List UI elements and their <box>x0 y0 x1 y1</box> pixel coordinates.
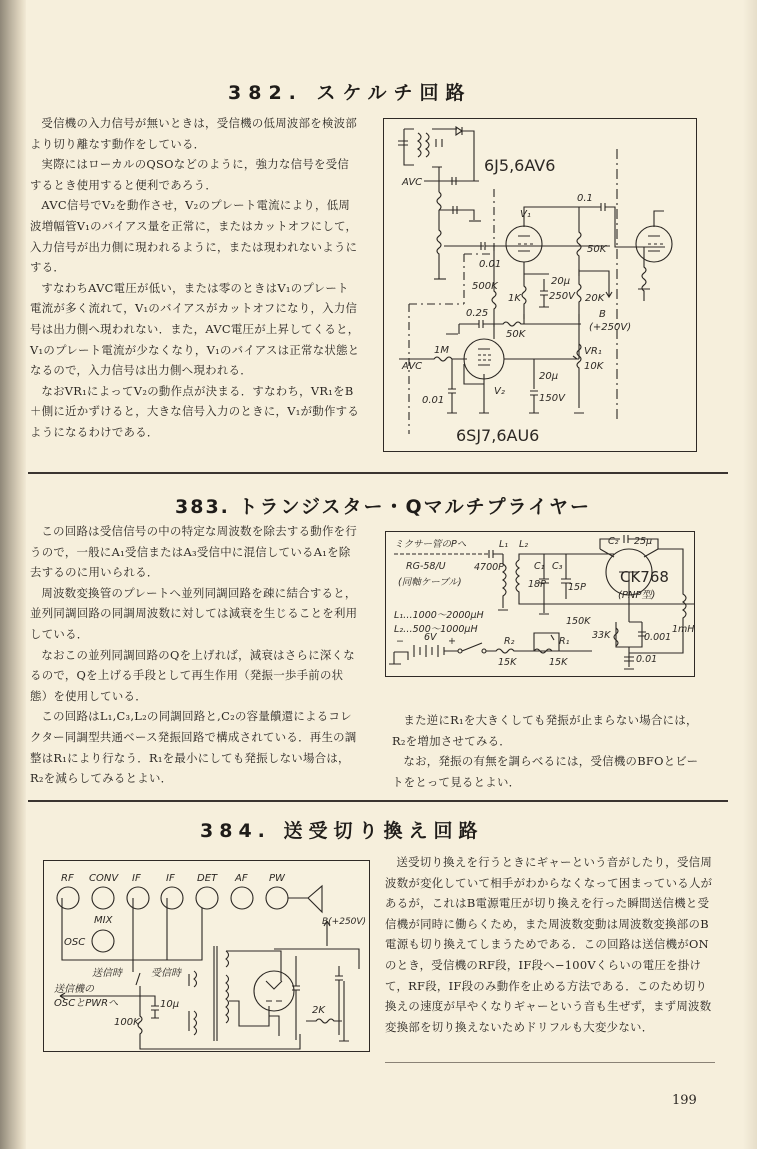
paragraph: すなわちAVC電圧が低い，または零のときはV₁のプレート電流が多く流れて，V₁のバイアスがカットオフになり，入力信号は出力側へ現われない．また，AVC電圧が上昇してくると，V₁のプレート電流が少なくなり，V₁のバイアスは正常な状態となるので，入力信号は出力側へ現われる． <box>30 280 360 378</box>
c3-value: 15P <box>568 582 586 593</box>
b-plus-label: B <box>599 309 606 320</box>
squelch-circuit-figure <box>383 118 697 452</box>
vr1-value: 10K <box>584 361 604 372</box>
section-382-text <box>30 113 360 443</box>
vr1-label: VR₁ <box>584 346 602 357</box>
b-plus-label: B(+250V) <box>322 917 367 927</box>
book-spine-shadow <box>0 0 26 1149</box>
tube-top-label: 6J5,6AV6 <box>484 156 556 175</box>
stage-conv: CONV <box>89 873 119 884</box>
choke-label: 1mH <box>672 624 694 635</box>
r2-value: 15K <box>498 657 517 668</box>
section-divider <box>28 800 728 802</box>
c-avc-label: 0.01 <box>422 395 445 406</box>
l1-range: L₁…1000～2000μH <box>394 610 484 621</box>
c-coupling-label: 0.01 <box>479 259 502 270</box>
to-tx-label: 送信機の <box>54 984 94 995</box>
transistor-label: CK768 <box>620 568 669 586</box>
c1-label: C₁ <box>534 561 545 572</box>
c2-value: 25μ <box>634 536 653 547</box>
paragraph: また逆にR₁を大きくしても発振が止まらない場合には，R₂を増加させてみる． <box>392 713 698 748</box>
battery-label: 6V <box>424 632 437 643</box>
stage-rf: RF <box>61 873 74 884</box>
tx-label: 送信時 <box>92 968 122 979</box>
to-tx-label-2: OSCとPWRへ <box>54 998 119 1009</box>
c-screen-label: 0.25 <box>466 308 489 319</box>
tx-rx-switch-figure <box>43 860 370 1052</box>
avc-label-top: AVC <box>402 177 423 188</box>
r2-label: R₂ <box>504 636 515 647</box>
r-value-label: 100K <box>114 1017 140 1028</box>
section-divider <box>28 472 728 474</box>
c-bypass-voltage: 150V <box>539 393 565 404</box>
q-multiplier-schematic <box>386 532 694 676</box>
stage-af: AF <box>235 873 248 884</box>
stage-pw: PW <box>269 873 285 884</box>
c-in-label: 4700P <box>474 562 504 573</box>
c2-label: C₂ <box>608 536 619 547</box>
paragraph: 実際にはローカルのQSOなどのように，強力な信号を受信するとき使用すると便利であろう． <box>30 157 350 192</box>
r-cathode-label: 1K <box>508 293 521 304</box>
r-div-label: 20K <box>585 293 605 304</box>
tx-rx-switch-schematic <box>44 861 369 1051</box>
c-emitter-label: 0.001 <box>644 632 672 643</box>
r-emitter-label: 33K <box>592 630 611 641</box>
mix-label: MIX <box>94 915 113 926</box>
page-number: 199 <box>672 1093 697 1108</box>
r-screen-label: 50K <box>506 329 526 340</box>
paragraph: この回路は受信信号の中の特定な周波数を除去する動作を行うので，一般にA₁受信またはA₃受信中に混信しているA₁を除去するのに用いられる． <box>30 524 358 580</box>
c1-value: 18P <box>528 579 546 590</box>
input-label: ミクサー管のPへ <box>394 539 467 550</box>
l2-label: L₂ <box>519 539 529 550</box>
battery-minus: − <box>396 636 404 647</box>
c-out-label: 0.1 <box>577 193 593 204</box>
osc-label: OSC <box>64 937 86 948</box>
section-383-text-right <box>392 710 710 792</box>
stage-det: DET <box>197 873 218 884</box>
c-bypass-label: 0.01 <box>636 654 658 665</box>
q-multiplier-figure <box>385 531 695 677</box>
section-382-title: 382. スケルチ回路 <box>228 82 472 104</box>
section-384-text <box>385 852 713 1037</box>
squelch-schematic <box>384 119 696 451</box>
r-avc-label: 1M <box>434 345 449 356</box>
r2-value-label: 2K <box>312 1005 325 1016</box>
paragraph: この回路はL₁,C₃,L₂の同調回路と,C₂の容量饋還によるコレクター同調型共通ベース発振回路で構成されている．再生の調整はR₁により行なう．R₁を最小にしても発振しない場合は，R₂を減らしてみるとよい． <box>30 709 357 786</box>
section-383-text-left <box>30 521 360 789</box>
v1-label: V₁ <box>520 209 531 220</box>
stage-if-1: IF <box>132 873 141 884</box>
r-plate-label: 50K <box>587 244 607 255</box>
paragraph: AVC信号でV₂を動作させ，V₂のプレート電流により，低周波増幅管V₁のバイアス量を正常に，またはカットオフにして，入力信号が出力側に現われるように，または現われないようにする． <box>30 198 358 275</box>
v2-label: V₂ <box>494 386 505 397</box>
rx-label: 受信時 <box>151 968 181 979</box>
paragraph: 送受切り換えを行うときにギャーという音がしたり，受信周波数が変化していて相手がわからなくなって困まっている人があるが，これはB電源電圧が切り換えを行った瞬間送信機と受信機が同時に働らくため，また周波数変動は周波数変換部のB電源も切り換えてしまうためである．この回路は送信機がONのとき，受信機のRF段，IF段へ−100Vくらいの電圧を掛けて，RF段，IF段のみ動作を止める方法である．このため切り換えの速度が早やくなりギャーという音も生ぜず，まず周波数変換部を切り換えないためドリフルも大変少ない． <box>385 855 713 1034</box>
cable-jp-label: (同軸ケーブル) <box>398 577 462 588</box>
avc-label-bottom: AVC <box>402 361 423 372</box>
paragraph: なおこの並列同調回路のQを上げれば，減衰はさらに深くなるので，Qを上げる手段として再生作用（発振一歩手前の状態）を使用している． <box>30 647 355 703</box>
page-edge-shadow <box>743 0 757 1149</box>
l1-label: L₁ <box>499 539 509 550</box>
battery-plus: + <box>448 636 456 647</box>
tube-bottom-label: 6SJ7,6AU6 <box>456 426 540 445</box>
section-384-title: 384. 送受切り換え回路 <box>200 820 484 842</box>
paragraph: なおVR₁によってV₂の動作点が決まる．すなわち，VR₁をB＋側に近かずけると，大きな信号入力のときに，V₁が動作するようになるわけである． <box>30 383 360 439</box>
c-bypass-label: 20μ <box>539 371 559 382</box>
c-cathode-label: 20μ <box>551 276 571 287</box>
r-bias-label: 150K <box>566 616 591 627</box>
stage-if-2: IF <box>166 873 175 884</box>
r1-value: 15K <box>549 657 568 668</box>
paragraph: なお，発振の有無を調らべるには，受信機のBFOとビートをとって見るとよい． <box>392 754 699 789</box>
c-value-label: 10μ <box>160 999 180 1010</box>
cable-label: RG-58/U <box>406 561 446 572</box>
section-end-rule <box>385 1062 715 1063</box>
paragraph: 周波数変換管のプレートへ並列同調回路を疎に結合すると，並列同調回路の同調周波数に対しては減衰を生じることを利用している． <box>30 585 358 641</box>
paragraph: 受信機の入力信号が無いときは，受信機の低周波部を検波部より切り離なす動作をしている． <box>30 116 358 151</box>
l2-range: L₂…500～1000μH <box>394 624 478 635</box>
b-plus-voltage: (+250V) <box>589 322 632 333</box>
r-grid-label: 500K <box>472 281 498 292</box>
c3-label: C₃ <box>552 561 563 572</box>
section-383-title: 383. トランジスター・Qマルチプライヤー <box>175 496 592 518</box>
r1-label: R₁ <box>559 636 570 647</box>
transistor-type-label: (PNP型) <box>618 590 656 601</box>
c-cathode-voltage: 250V <box>549 291 575 302</box>
